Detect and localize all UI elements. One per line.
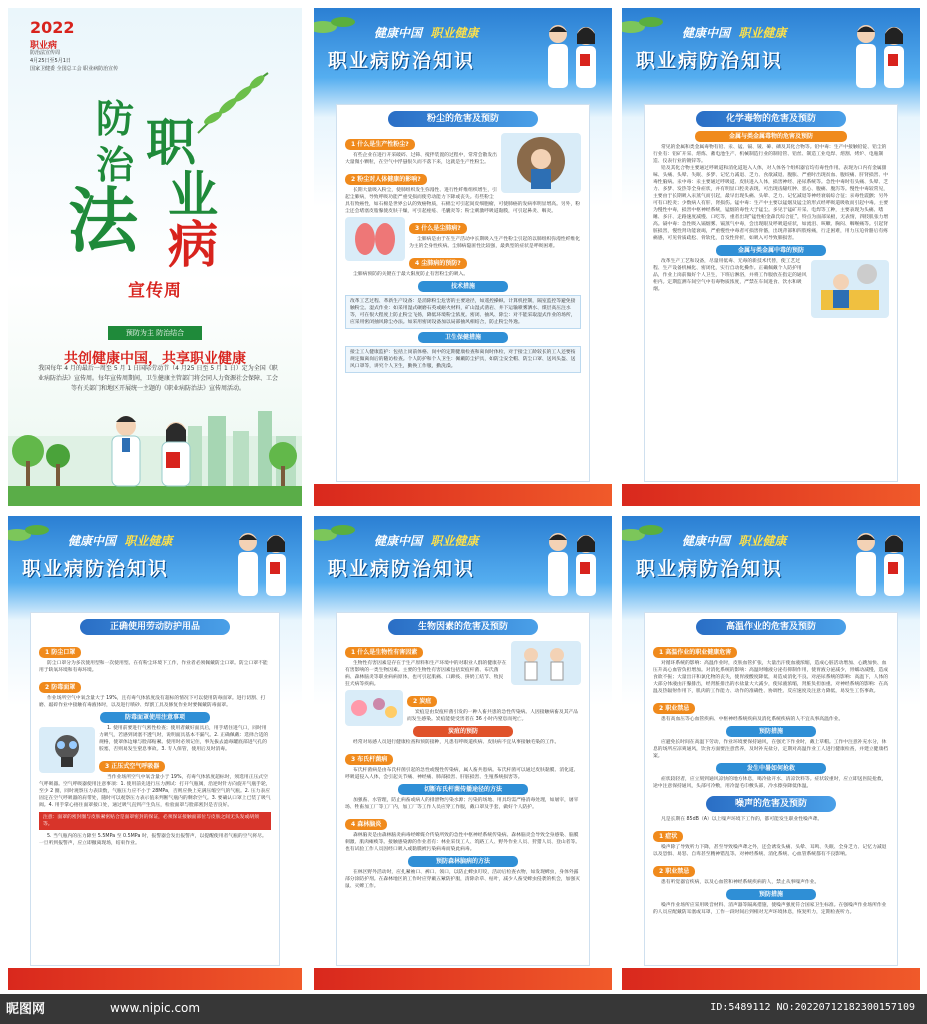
poster-footer-band bbox=[622, 968, 920, 990]
paragraph: 噪声除了导致听力下降，甚至导致噪声聋之外，还会诱发头痛、头晕、耳鸣、失眠、全身乏力、记忆力减退以及恐惧、易怒、自卑甚至精神错乱等。对神经系统、消化系统、心血管系统都有不良影响。 bbox=[653, 845, 887, 857]
measure-label: 炭疽的预防 bbox=[413, 726, 513, 737]
paragraph: 防尘口罩分为多次使用型和一次使用型。在有粉尘环境下工作，作业者必须佩戴防尘口罩。防尘口罩不能用于缺氧环境和有毒环境。 bbox=[39, 661, 268, 673]
doctors-illustration bbox=[540, 18, 604, 92]
header-title: 职业病防治知识 bbox=[328, 558, 476, 580]
doctors-illustration bbox=[540, 526, 604, 600]
section-title: 正确使用劳动防护用品 bbox=[80, 619, 230, 635]
header-slogan-a: 健康中国 bbox=[68, 534, 117, 548]
subsection-label: 1 什么是生产性粉尘? bbox=[345, 139, 415, 150]
cover-year-sub: 职业病 bbox=[30, 41, 58, 51]
paragraph: 1. 使用前要进行气密性检查；使用者戴好面具后，用手堵住进气口，同时用力吸气，若感到闭塞不透气时，说明面具基本不漏气。2. 正确佩戴：选择合适的规格，使罩体边缘与脸部贴紧。使用时必须记住，事先拔去滤毒罐底部进气孔的胶塞，否则易发生窒息事故。3. 专人保管，使用后及时消毒。 bbox=[99, 726, 269, 752]
subsection-label: 2 职业禁忌 bbox=[653, 866, 695, 877]
poster-body bbox=[30, 612, 280, 966]
header-title: 职业病防治知识 bbox=[636, 50, 784, 72]
watermark-id: ID:5489112 NO:20220712182300157109 bbox=[710, 1002, 915, 1013]
poster-ppe bbox=[8, 516, 302, 990]
note-box: 接尘工人健康监护：包括上岗前体格、岗中的定期健康检查和离岗时体检，对于接尘工龄较长的工人还要按规定做离岗后的随访检查。个人防护和个人卫生：佩戴防尘护具，如防尘安全帽、防尘口罩、送风头盔、送风口罩等，讲究个人卫生，勤换工作服，勤洗澡。 bbox=[345, 346, 581, 373]
poster-body bbox=[644, 612, 898, 966]
paragraph: 长期大量吸入粉尘，使肺组织发生弥漫性、进行性纤维组织增生，引起尘肺病，导致呼吸功能严重受损而使劳动能力下降或丧失。有些粉尘具有致癌性，如石棉是世界公认的致癌物质，石棉尘可引起间皮细胞瘤，可使肺癌的发病率明显增高。另外，粉尘还会堵塞皮脂腺使皮肤干燥，可引起痤疮、毛囊炎等；粉尘刺激呼吸道黏膜，可引起鼻炎、咽炎。 bbox=[345, 188, 581, 214]
paragraph: 作业场所空气中氧含量大于 19%，且有毒气体浓度没有超标的情况下可以使用防毒面罩。进行切割、打磨、敲碎作业中接触有毒液体时，以及进行喷砂、焊割工具及修复作业时要佩戴防毒面罩。 bbox=[39, 696, 266, 708]
measure-label: 卫生保健措施 bbox=[418, 332, 508, 343]
subsection-label: 1 症状 bbox=[653, 831, 683, 842]
leaf-decoration-icon bbox=[314, 12, 368, 42]
measure-label: 金属与类金属中毒的预防 bbox=[716, 245, 826, 256]
cover-title-char: 防 bbox=[96, 96, 135, 141]
header-slogan-a: 健康中国 bbox=[682, 26, 731, 40]
subsection-label: 2 粉尘对人体健康的影响? bbox=[345, 174, 427, 185]
doctors-illustration bbox=[230, 526, 294, 600]
cover-year: 2022 bbox=[30, 18, 75, 37]
subsection-label: 3 正压式空气呼吸器 bbox=[99, 761, 165, 772]
header-slogan bbox=[682, 532, 786, 549]
cover-week: 宣传周 bbox=[128, 281, 182, 301]
measure-label: 防毒面罩使用注意事项 bbox=[100, 712, 210, 723]
cover-small-line: 4月25日至5月1日 bbox=[30, 58, 71, 64]
paragraph: 凡是长期在 85dB（A）以上噪声环境下工作的，都可能发生职业性噪声聋。 bbox=[661, 817, 823, 822]
subsection-label: 2 职业禁忌 bbox=[653, 703, 695, 714]
header-slogan bbox=[68, 532, 172, 549]
paragraph: 症状较轻者，应立刻到通风凉快的地方休息，喝冷盐开水、清凉饮料等。症状较重时，应立即送医院抢救，途中注意保持通风，头部可冷敷，用冷湿毛巾敷头部，冷水擦身降低体温。 bbox=[653, 777, 887, 789]
leaf-decoration-icon bbox=[193, 68, 273, 138]
header-slogan-b: 职业健康 bbox=[124, 534, 173, 548]
paragraph: 铅及其化合物主要通过呼吸道和消化道进入人体，对人体各个组织器官均有毒性作用。表现为口内有金属甜味、头痛、头晕、失眠、多梦、记忆力减退、乏力、食欲减退、腹胀、严重时出现贫血、腹绞痛、肝肾损害、中毒性脑病。汞中毒：汞主要通过呼吸道、皮肤进入人体，损害神经、泌尿系统等。急性中毒时有头痛、头晕、乏力、多梦、发热等全身症状，并有明显口腔炎表现，可出现齿龈红肿、恶心、腹痛、腹泻等。慢性中毒较常见，主要由于长期吸入汞蒸气而引起，最早出现头痛、头晕、乏力、记忆减退等神经衰弱综合征；汞毒性震颤；另外可有口腔炎；少数病人有肝、肾损伤。锰中毒：生产中主要以锰烟及锰尘的形式经呼吸道吸收而引起中毒。主要为慢性中毒，损害中枢神经系统，锰烟的毒性大于锰尘。多见于锰矿开采、电焊等工种，主要表现为头痛、嗜睡、多汗、走路速度减慢、口吃等，重者出现“锰性帕金森氏综合征”，特点为面部呆板，无表情，四肢肌张力增高。镉中毒：急性吸入镉烟雾、镉蒸气中毒，会出现眼及呼吸道症状，如流泪、咳嗽、胸闷、咽喉痛等。引起肾脏损害，慢性肾功能衰竭，严重慢性中毒者可损害骨骼，出现背部和四肢疼痛，行走困难，用力压迫骨骼后有疼痛感，可见骨质疏松、骨软化，自发性骨折，如吸入可导致肺损害。 bbox=[653, 166, 889, 241]
poster-footer-band bbox=[314, 484, 612, 506]
subsection-label: 4 尘肺病的预防? bbox=[409, 258, 467, 269]
cover-small-line: 国家卫健委 全国总工会 职业病防治宣传 bbox=[30, 66, 119, 72]
paragraph: 尘肺病预防的关键在于最大限度防止有害粉尘的吸入。 bbox=[353, 272, 469, 277]
cover-small-line: 防治法宣传周 bbox=[30, 50, 61, 56]
poster-heat-noise bbox=[622, 516, 920, 990]
doctors-illustration bbox=[848, 526, 912, 600]
header-slogan-b: 职业健康 bbox=[430, 534, 479, 548]
measure-label: 技术措施 bbox=[418, 281, 508, 292]
cover-slogan: 共创健康中国，共享职业健康 bbox=[64, 351, 246, 367]
poster-dust bbox=[314, 8, 612, 506]
paragraph: 炭疽是由炭疽杆菌引发的一种人畜共患的急性传染病。人因接触病畜及其产品而发生感染。炭疽能使受害者在 36 小时内窒息而死亡。 bbox=[407, 710, 579, 722]
poster-footer-band bbox=[622, 484, 920, 506]
leaf-decoration-icon bbox=[622, 12, 676, 42]
paragraph: 森林脑炎是由森林脑炎病毒经蜱媒介传染所致的急性中枢神经系统传染病。森林脑炎会导致全身感染、脑膜刺激、肌肉瘫痪等。接触感染源的作业者有：林业采伐工人、筑路工人、野外作业人员、狩猎人员、登山者等。也有试验工作人员因经口吸入或黏膜被污染病毒而染此病毒。 bbox=[345, 833, 581, 852]
header-title: 职业病防治知识 bbox=[636, 558, 784, 580]
header-slogan bbox=[374, 24, 478, 41]
header-slogan-b: 职业健康 bbox=[738, 534, 787, 548]
warning-box: 注意：面罩的密封圈与皮肤紧密贴合是面罩密封的保证，必须保证接触面部位与皮肤之间无头发或胡须等。 bbox=[39, 812, 271, 830]
measure-label: 预防森林脑病的方法 bbox=[408, 856, 518, 867]
paragraph: 生物性有害因素是存在于生产原料和生产环境中的对职业人群的健康存在有害影响的一类生物因素。主要的生物性有害因素包括炭疽杆菌、布氏菌病、森林脑炎等职业病病原体，也可引起肌痛、口蹄疫、挤奶工结节、牧民狂犬病等疾病。 bbox=[345, 661, 507, 687]
poster-body bbox=[644, 104, 898, 482]
paragraph: 噪声作业场所应采用吸音材料、消声器等隔离措施，使噪声强度符合国家卫生标准。在强噪声作业场所作业的人员应配戴防耳塞或耳罩，工作一段时间后到相对无声环境休息，恢复听力，定期检查听力。 bbox=[653, 903, 887, 915]
subsection-label: 2 炭疽 bbox=[407, 696, 437, 707]
chemical-worker-illustration bbox=[811, 260, 889, 318]
paragraph: 对循环系统的影响：高温作业时，皮肤血管扩张，大量出汗使血液浓缩，造成心脏活动增加、心跳加快、血压升高心血管负担增加。对消化系统的影响：高温时唾液分泌有抑制作用，使胃液分泌减少，胃蠕动减慢，造成食欲不振；大量出汗和氯化物的丧失，使胃液酸度降低，易造成消化不良。对泌尿系统的影响：高温下，人体的大部分体液由汗腺排出，经肾脏排出的水盐量大大减少，使尿液浓缩，肾脏负担加重。对神经系统的影响：在高温及热辐射作用下，肌肉的工作能力、动作的准确性、协调性、反应速度及注意力降低，易发生工伤事故。 bbox=[653, 661, 889, 694]
measure-label: 预防措施 bbox=[726, 726, 816, 737]
anthrax-illustration bbox=[345, 690, 403, 726]
measure-label: 预防措施 bbox=[726, 889, 816, 900]
header-slogan-a: 健康中国 bbox=[682, 534, 731, 548]
dust-worker-illustration bbox=[501, 133, 581, 193]
header-slogan bbox=[682, 24, 786, 41]
city-skyline-illustration bbox=[8, 396, 302, 506]
paragraph: 应避免长时间在高温下劳动，作业环境要保持通风，在强光下作业时，戴上草帽。工作中注意补充水分，休息的场所应凉爽通风，饮食方面要注意营养，及时补充盐分，定期对高温作业工人进行健康检查，并建立健康档案。 bbox=[653, 740, 889, 759]
paragraph: 有些企业在进行开采破碎、过筛、搅拌装置的过程中，常常会散发出大量微小颗粒，在空气中浮悬很久而不落下来，这就是生产性粉尘。 bbox=[345, 153, 497, 165]
subsection-label: 金属与类金属毒物的危害及预防 bbox=[695, 131, 847, 142]
leaf-decoration-icon bbox=[8, 520, 62, 550]
leaf-decoration-icon bbox=[314, 520, 368, 550]
subsection-label: 4 森林脑炎 bbox=[345, 819, 387, 830]
header-title: 职业病防治知识 bbox=[22, 558, 170, 580]
section-title: 生物因素的危害及预防 bbox=[388, 619, 538, 635]
subsection-label: 3 布氏杆菌病 bbox=[345, 754, 393, 765]
paragraph: 加强畜、水管理，防止病畜或病人的排泄物污染水源；污染的场地、用具均需严格消毒处理，如屠宰，屠宰场、牲畜加工厂等工厂内，加工厂等工作人员应穿工作服，戴口罩及手套，做好个人防护。 bbox=[345, 798, 579, 810]
cover-title-char: 业 bbox=[168, 165, 218, 224]
poster-body bbox=[336, 104, 590, 482]
paragraph: 在林区野外活动时，应扎紧袖口、裤口、领口，以防止蜱虫叮咬，活动后检查衣物，如发现蜱虫，身体外露部分涂防护剂。在森林地区的工作时应穿戴五紧防护服，清除杂草、枯叶，减少人畜受蜱虫侵袭的机会，加强灭鼠、灭蜱工作。 bbox=[345, 870, 581, 889]
paragraph: 5. 当气瓶内的压力降至 5.5MPa 至 0.5MPa 时，报警器会发出报警声，以提醒使用者气瓶的空气将尽。一旦听到报警声，应立即撤离现场，结束作业。 bbox=[39, 834, 267, 846]
paragraph: 经常对易感人员进行健康检查和预防接种，凡患有呼吸道疾病、皮肤病不宜从事接触毛染的工作。 bbox=[353, 740, 560, 745]
cover-title-char: 病 bbox=[168, 215, 218, 274]
lung-illustration bbox=[345, 217, 405, 261]
section-title: 噪声的危害及预防 bbox=[706, 796, 836, 812]
poster-biological bbox=[314, 516, 612, 990]
doctors-illustration bbox=[848, 18, 912, 92]
lab-workers-illustration bbox=[511, 641, 581, 685]
header-slogan-a: 健康中国 bbox=[374, 26, 423, 40]
watermark-url: www.nipic.com bbox=[110, 1001, 201, 1015]
leaf-decoration-icon bbox=[622, 520, 676, 550]
paragraph: 患有高血压等心血管疾病、中枢神经系统疾病及消化系统疾病的人不宜从事高温作业。 bbox=[661, 717, 844, 722]
watermark-logo: 昵图网 bbox=[6, 1002, 46, 1017]
gas-mask-illustration bbox=[39, 727, 95, 773]
poster-footer-band bbox=[314, 968, 612, 990]
cover-title-char: 职 bbox=[146, 113, 196, 172]
subsection-label: 3 什么是尘肺病? bbox=[409, 223, 467, 234]
measure-label: 发生中暑如何抢救 bbox=[716, 763, 826, 774]
subsection-label: 1 高温作业的职业健康危害 bbox=[653, 647, 737, 658]
paragraph: 患有听觉器官疾病，以及心血管和神经系统疾病的人，禁止从事噪声作业。 bbox=[661, 880, 820, 885]
subsection-label: 1 什么是生物性有害因素 bbox=[345, 647, 423, 658]
header-title: 职业病防治知识 bbox=[328, 50, 476, 72]
header-slogan bbox=[374, 532, 478, 549]
cover-tag: 预防为主 防治结合 bbox=[108, 326, 202, 340]
header-slogan-b: 职业健康 bbox=[738, 26, 787, 40]
paragraph: 尘肺病是由于在生产活动中长期吸入生产性粉尘引起的以肺组织弥漫性纤维化为主的全身性疾病。尘肺病隐匿性比较强，最典型的症状是呼吸困难。 bbox=[409, 237, 581, 249]
note-box: 改革工艺过程、革新生产设备：是消除粉尘危害的主要途径，如遥控操纵、计算机控制，隔室监控等避免接触粉尘。湿式作业：如采用湿式碾磨石英或耐火材料，矿山湿式凿岩、井下运输喷雾洒水、煤层高压注水等，可在很大程度上防止粉尘飞扬，降低环境粉尘浓度。密闭、抽风、除尘：对不能采取湿式作业的场所，应采用密闭抽风除尘办法。如采用密闭设备加以局部抽风相结合，防止粉尘外逸。 bbox=[345, 295, 581, 329]
paragraph: 常见的金属和类金属毒物有铅、汞、锰、镉、铍、砷、磷及其化合物等。铅中毒：生产中接触铅锭、铅尘的行业有：铅矿开采、熔炼、蓄电池生产、机械制造行业的制铅管、铅丝、制造工业电焊、熔割、烤炉、电瓶制造、仪表行业的镀锌等。 bbox=[653, 145, 887, 164]
paragraph: 改革生产工艺和设备，尽量用低毒、无毒的新技术代替，使工艺过程、生产设备机械化、密闭化，实行自动化操作。正确佩戴个人防护用品，作业上岗前做好个人卫生，下班后淋浴，并将工作服放在指定的通风柜内。定期监测车间空气中有毒物质浓度，严禁在车间进食、饮水和吸烟。 bbox=[653, 259, 807, 292]
cover-title-char: 法 bbox=[68, 179, 138, 262]
section-title: 高温作业的危害及预防 bbox=[696, 619, 846, 635]
cover-title-char: 治 bbox=[96, 142, 135, 187]
header-slogan-b: 职业健康 bbox=[430, 26, 479, 40]
cover-description: 我国每年 4 月的最后一周至 5 月 1 日国际劳动节（4 月25 日至 5 月 1 日）定为全国《职业病防治法》宣传周。每年宣传周期间，卫生健康主管部门将会同人力资源社会保障、工会等有关部门和地区开展统一主题的《职业病防治法》宣传周活动。 bbox=[38, 365, 279, 392]
paragraph: 当作业场所空气中氧含量小于 19%，有毒气体浓度超标时，须选用正压式空气呼吸器。空气呼吸器使用注意事项：1. 使用前先进行压力测试：打开气瓶阀，沿逆时针方向旋开气瓶手轮，至少 2 圈，同时观察压力表读数，气瓶压力应不小于 28MPa，否则应换上充满压缩空气的气瓶。2. 压力表应固定在空气呼吸器的肩带处，随时可以观察压力表示值来判断气瓶内的剩余空气。3. 要确认口罩上已装了吸气阀。4. 用手掌心捂住面罩接口处，通过吸气直到产生负压，检验面罩与脸部密封是否良好。 bbox=[39, 775, 271, 808]
poster-footer-band bbox=[8, 968, 302, 990]
measure-label: 切断布氏杆菌传播途径的方法 bbox=[398, 784, 528, 795]
poster-body bbox=[336, 612, 590, 966]
header-slogan-a: 健康中国 bbox=[374, 534, 423, 548]
cover-poster bbox=[8, 8, 302, 506]
subsection-label: 1 防尘口罩 bbox=[39, 647, 81, 658]
section-title: 粉尘的危害及预防 bbox=[388, 111, 538, 127]
poster-chemical bbox=[622, 8, 920, 506]
subsection-label: 2 防毒面罩 bbox=[39, 682, 81, 693]
paragraph: 布氏杆菌病是由布氏杆菌引起的急性或慢性传染病，属人畜共患病。布氏杆菌可以通过皮肤黏膜、消化道、呼吸道侵入人体，会引起关节痛、神经痛、肺部损害、肝脏损害、生殖系统损害等。 bbox=[345, 768, 579, 780]
section-title: 化学毒物的危害及预防 bbox=[696, 111, 846, 127]
